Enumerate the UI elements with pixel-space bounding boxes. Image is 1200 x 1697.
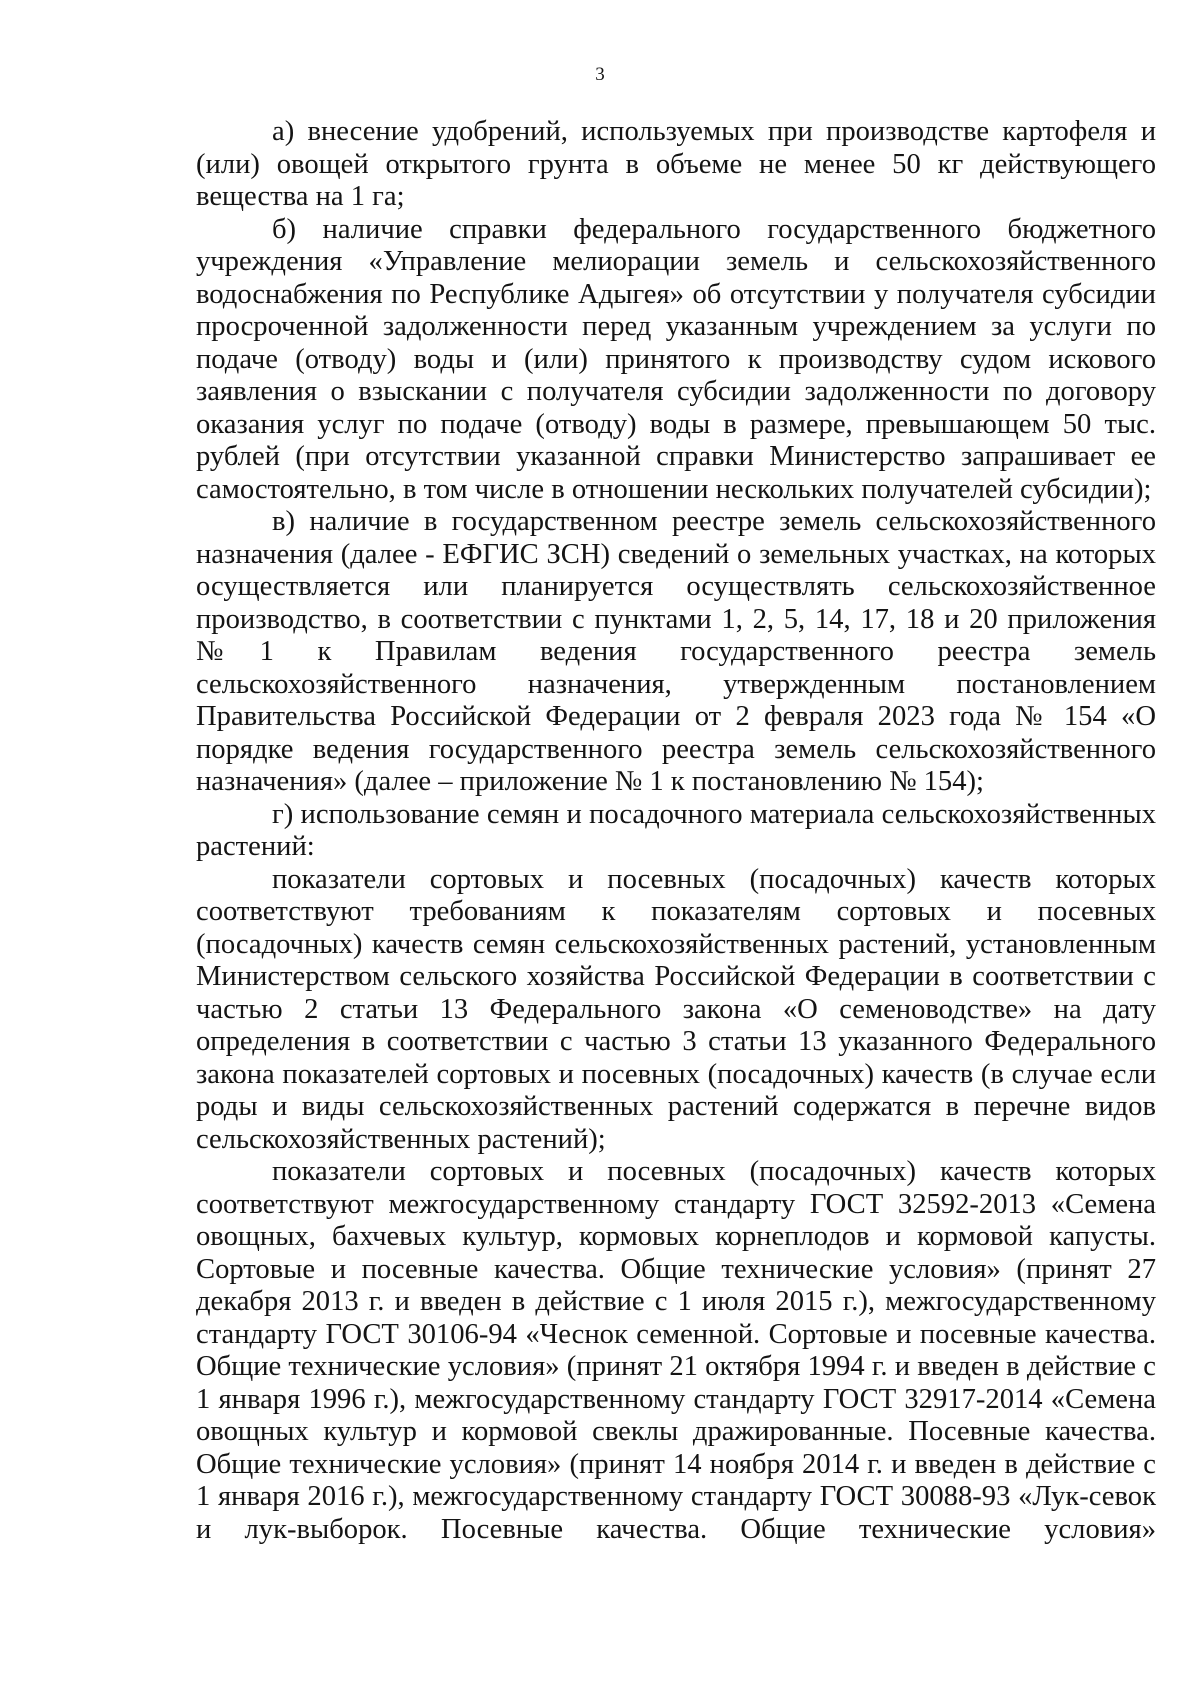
document-body — [196, 116, 1156, 1546]
page-number: 3 — [595, 64, 605, 85]
paragraph-b-reclamation-certificate: б) наличие справки федерального государственного бюджетного учреждения «Управление мелиорации земель и сельскохозяйственного водоснабжения по Республике Адыгея» об отсутствии у получателя субсидии просроченной задолженности перед указанным учреждением за услуги по подаче (отводу) воды и (или) принятого к производству судом искового заявления о взыскании с получателя субсидии задолженности по договору оказания услуг по подаче (отводу) воды в размере, превышающем 50 тыс. рублей (при отсутствии указанной справки Министерство запрашивает ее самостоятельно, в том числе в отношении нескольких получателей субсидии); — [196, 213, 1156, 505]
paragraph-g-seed-use: г) использование семян и посадочного материала сельскохозяйственных растений: — [196, 798, 1156, 862]
paragraph-a-fertilizers: а) внесение удобрений, используемых при производстве картофеля и (или) овощей открытого грунта в объеме не менее 50 кг действующего вещества на 1 га; — [196, 116, 1156, 212]
paragraph-seed-quality-standards: показатели сортовых и посевных (посадочных) качеств которых соответствуют межгосударственному стандарту ГОСТ 32592-2013 «Семена овощных, бахчевых культур, кормовых корнеплодов и кормовой капусты. Сортовые и посевные качества. Общие технические условия» (принят 27 декабря 2013 г. и введен в действие с 1 июля 2015 г.), межгосударственному стандарту ГОСТ 30106-94 «Чеснок семенной. Сортовые и посевные качества. Общие технические условия» (принят 21 октября 1994 г. и введен в действие с 1 января 1996 г.), межгосударственному стандарту ГОСТ 32917-2014 «Семена овощных культур и кормовой свеклы дражированные. Посевные качества. Общие технические условия» (принят 14 ноября 2014 г. и введен в действие с 1 января 2016 г.), межгосударственному стандарту ГОСТ 30088-93 «Лук-севок и лук-выборок. Посевные качества. Общие технические условия» — [196, 1156, 1156, 1545]
paragraph-v-land-registry: в) наличие в государственном реестре земель сельскохозяйственного назначения (далее - ЕФГИС ЗСН) сведений о земельных участках, на которых осуществляется или планируется осуществлять сельскохозяйственное производство, в соответствии с пунктами 1, 2, 5, 14, 17, 18 и 20 приложения №1 к Правилам ведения государственного реестра земель сельскохозяйственного назначения, утвержденным постановлением Правительства Российской Федерации от 2 февраля 2023 года № 154 «О порядке ведения государственного реестра земель сельскохозяйственного назначения» (далее – приложение № 1 к постановлению № 154); — [196, 506, 1156, 797]
paragraph-seed-quality-requirements: показатели сортовых и посевных (посадочных) качеств которых соответствуют требованиям к показателям сортовых и посевных (посадочных) качеств семян сельскохозяйственных растений, установленным Министерством сельского хозяйства Российской Федерации в соответствии с частью 2 статьи 13 Федерального закона «О семеноводстве» на дату определения в соответствии с частью 3 статьи 13 указанного Федерального закона показателей сортовых и посевных (посадочных) качеств (в случае если роды и виды сельскохозяйственных растений содержатся в перечне видов сельскохозяйственных растений); — [196, 863, 1156, 1155]
